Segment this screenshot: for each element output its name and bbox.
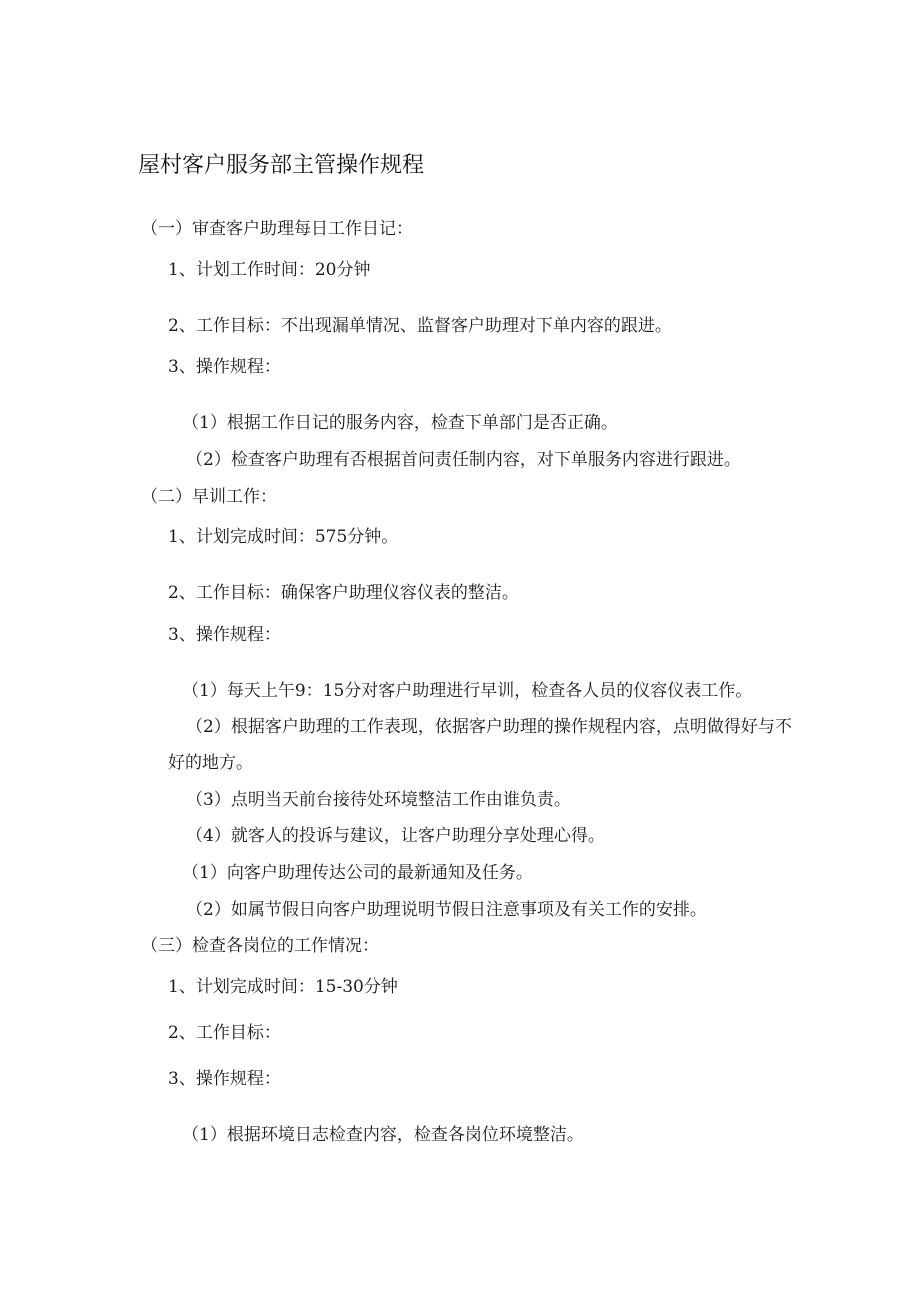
procedure-step-continued: 好的地方。 bbox=[168, 753, 253, 773]
procedure-step: （1）向客户助理传达公司的最新通知及任务。 bbox=[182, 863, 533, 883]
procedure-label: 3、操作规程： bbox=[168, 1069, 281, 1089]
procedure-step: （2）检查客户助理有否根据首问责任制内容，对下单服务内容进行跟进。 bbox=[186, 450, 741, 470]
procedure-label: 3、操作规程： bbox=[168, 625, 281, 645]
procedure-step: （1）根据环境日志检查内容，检查各岗位环境整洁。 bbox=[182, 1125, 584, 1145]
section-heading: （二）早训工作： bbox=[141, 487, 277, 507]
procedure-step: （2）如属节假日向客户助理说明节假日注意事项及有关工作的安排。 bbox=[186, 900, 707, 920]
section-heading: （一）审查客户助理每日工作日记： bbox=[141, 219, 413, 239]
procedure-step: （1）每天上午9：15分对客户助理进行早训，检查各人员的仪容仪表工作。 bbox=[182, 681, 753, 701]
work-goal: 2、工作目标：不出现漏单情况、监督客户助理对下单内容的跟进。 bbox=[168, 316, 672, 336]
planned-time: 1、计划完成时间：15-30分钟 bbox=[168, 977, 398, 997]
procedure-label: 3、操作规程： bbox=[168, 357, 281, 377]
planned-time: 1、计划工作时间：20分钟 bbox=[168, 260, 371, 280]
procedure-step: （2）根据客户助理的工作表现，依据客户助理的操作规程内容，点明做得好与不 bbox=[186, 717, 792, 737]
procedure-step: （4）就客人的投诉与建议，让客户助理分享处理心得。 bbox=[186, 826, 605, 846]
planned-time: 1、计划完成时间：575分钟。 bbox=[168, 527, 399, 547]
work-goal: 2、工作目标： bbox=[168, 1023, 281, 1043]
procedure-step: （3）点明当天前台接待处环境整洁工作由谁负责。 bbox=[186, 790, 571, 810]
work-goal: 2、工作目标：确保客户助理仪容仪表的整洁。 bbox=[168, 583, 519, 603]
procedure-step: （1）根据工作日记的服务内容，检查下单部门是否正确。 bbox=[182, 413, 618, 433]
section-heading: （三）检查各岗位的工作情况： bbox=[141, 936, 379, 956]
page-title: 屋村客户服务部主管操作规程 bbox=[138, 153, 425, 178]
